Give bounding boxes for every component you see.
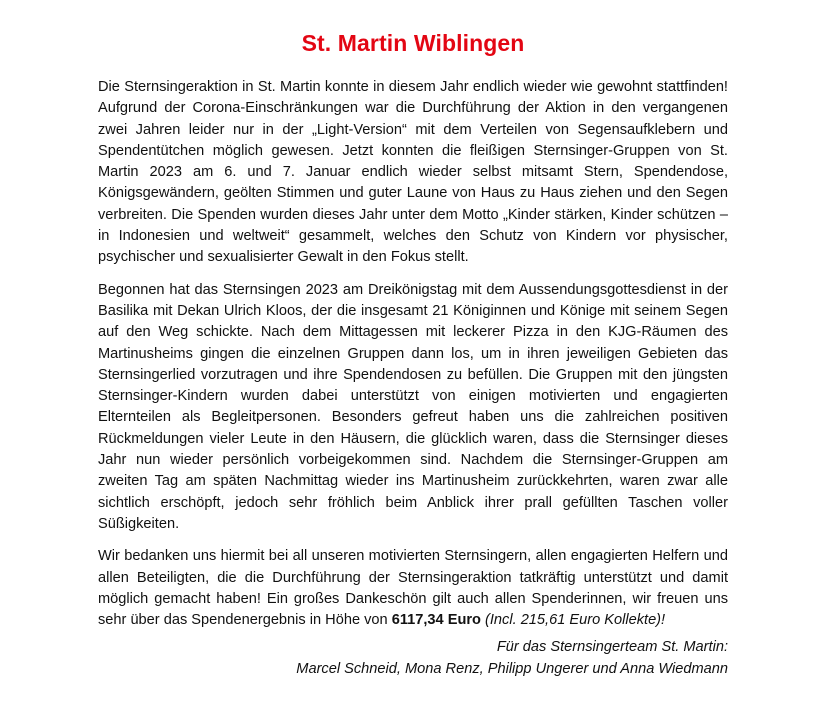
paragraph-thanks	[98, 546, 728, 631]
donation-note: (Incl. 215,61 Euro Kollekte)!	[485, 612, 666, 629]
page-title: St. Martin Wiblingen	[301, 30, 525, 56]
signature-line-team: Für das Sternsingerteam St. Martin:	[496, 639, 728, 655]
donation-amount: 6117,34 Euro	[391, 612, 481, 629]
thanks-text: Wir bedanken uns hiermit bei all unseren motivierten Sternsingern, allen engagierten Helfern und allen Beteiligten, die die Durchführung der Sternsingeraktion tatkräftig unterstützt und damit möglich gemacht haben! Ein großes Dankeschön gilt auch allen Spenderinnen, wir freuen uns sehr über das Spendenergebnis in Höhe von	[98, 548, 728, 629]
signature-line-names: Marcel Schneid, Mona Renz, Philipp Ungerer und Anna Wiedmann	[296, 661, 728, 677]
article-body	[98, 77, 728, 642]
paragraph-intro: Die Sternsingeraktion in St. Martin konnte in diesem Jahr endlich wieder wie gewohnt stattfinden! Aufgrund der Corona-Einschränkungen war die Durchführung der Aktion in den vergangenen zwei Jahren leider nur in der „Light-Version“ mit dem Verteilen von Segensaufklebern und Spendentütchen möglich gewesen. Jetzt konnten die fleißigen Sternsinger-Gruppen von St. Martin 2023 am 6. und 7. Januar endlich wieder selbst mitsamt Stern, Spendendose, Königsgewändern, geölten Stimmen und guter Laune von Haus zu Haus ziehen und den Segen verbreiten. Die Spenden wurden dieses Jahr unter dem Motto „Kinder stärken, Kinder schützen – in Indonesien und weltweit“ gesammelt, welches den Schutz von Kindern vor physischer, psychischer und sexualisierter Gewalt in den Fokus stellt.	[98, 79, 728, 266]
paragraph-report: Begonnen hat das Sternsingen 2023 am Dreikönigstag mit dem Aussendungsgottesdienst in der Basilika mit Dekan Ulrich Kloos, der die insgesamt 21 Königinnen und Könige mit seinem Segen auf den Weg schickte. Nach dem Mittagessen mit leckerer Pizza in den KJG-Räumen des Martinusheims gingen die einzelnen Gruppen dann los, um in ihren jeweiligen Gebieten das Sternsingerlied vorzutragen und ihre Spendendosen zu befüllen. Die Gruppen mit den jüngsten Sternsinger-Kindern wurden dabei unterstützt von einigen motivierten und engagierten Elternteilen als Begleitpersonen. Besonders gefreut haben uns die zahlreichen positiven Rückmeldungen vieler Leute in den Häusern, die glücklich waren, dass die Sternsinger dieses Jahr nun wieder persönlich vorbeigekommen sind. Nachdem die Sternsinger-Gruppen am zweiten Tag am späten Nachmittag wieder ins Martinusheim zurückkehrten, waren zwar alle sichtlich erschöpft, jedoch sehr fröhlich beim Anblick ihrer prall gefüllten Taschen voller Süßigkeiten.	[98, 281, 728, 532]
signature-block	[296, 636, 728, 680]
